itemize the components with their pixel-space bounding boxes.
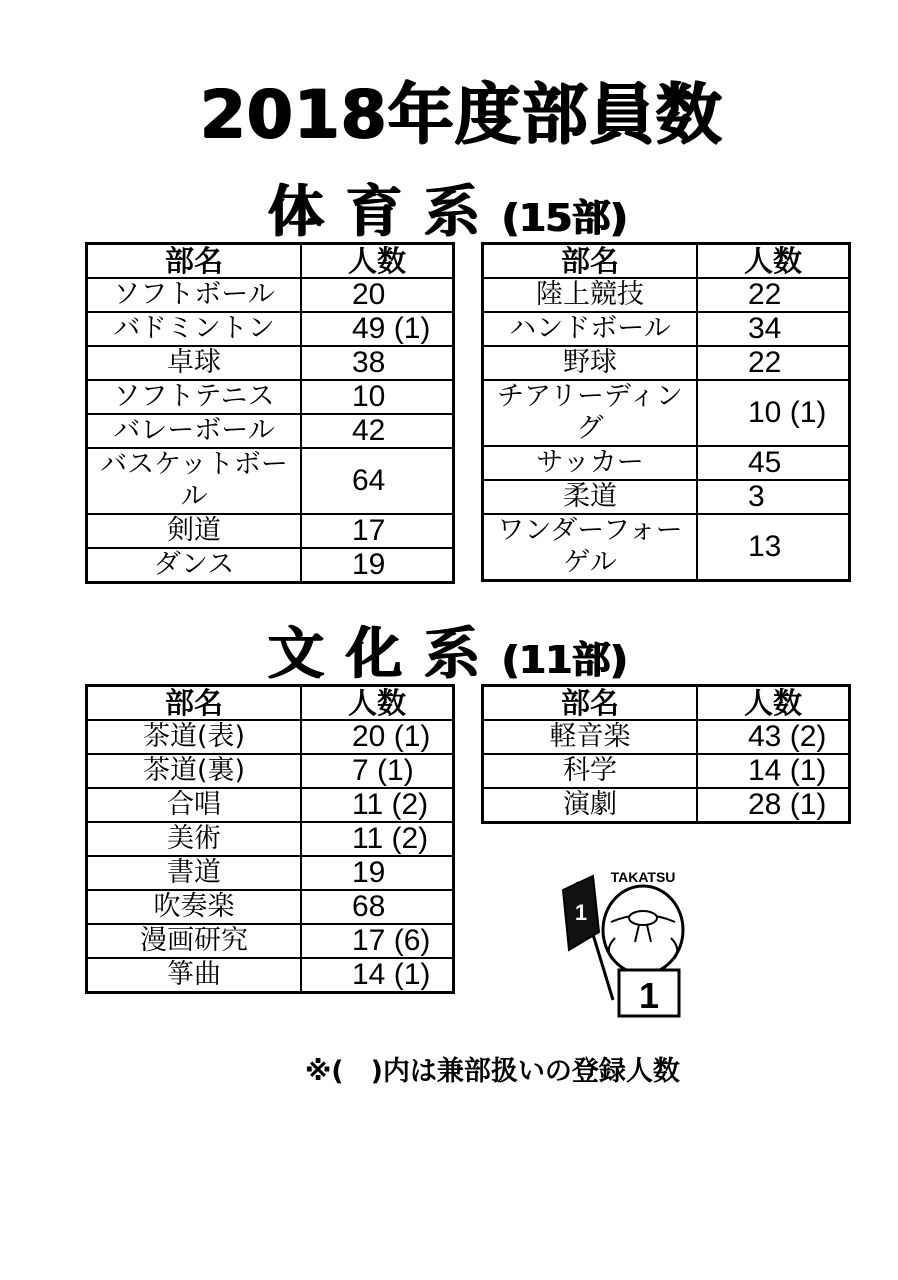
table-row [483,312,850,346]
footnote: ※( )内は兼部扱いの登録人数 [305,1056,680,1087]
club-name: 科学 [483,754,698,788]
table-row [87,278,454,312]
club-name: 演劇 [483,788,698,823]
club-name: 合唱 [87,788,302,822]
culture-club-count: (11部) [502,638,628,682]
member-count: 7 (1) [301,754,454,788]
culture-heading [268,620,628,690]
table-row [483,480,850,514]
member-count: 42 [301,414,454,448]
page-title: 2018年度部員数 [200,76,723,153]
table-row [87,856,454,890]
table-row [87,822,454,856]
member-count: 17 (6) [301,924,454,958]
member-count: 17 [301,514,454,548]
table-row [87,958,454,993]
club-name: ワンダーフォーゲル [483,514,698,581]
club-name: バレーボール [87,414,302,448]
table-row [483,380,850,446]
member-count: 10 [301,380,454,414]
table-row [87,548,454,583]
club-name: ダンス [87,548,302,583]
club-name: サッカー [483,446,698,480]
member-count: 13 [697,514,850,581]
table-row [87,448,454,514]
club-name: 書道 [87,856,302,890]
header-member-count: 人数 [301,244,454,279]
club-name: 卓球 [87,346,302,380]
culture-table-right [481,684,851,824]
member-count: 14 (1) [301,958,454,993]
club-name: チアリーディング [483,380,698,446]
header-club-name: 部名 [483,686,698,721]
member-count: 11 (2) [301,822,454,856]
member-count: 45 [697,446,850,480]
table-row [87,312,454,346]
club-name: 吹奏楽 [87,890,302,924]
table-row [87,346,454,380]
club-name: 陸上競技 [483,278,698,312]
sports-club-count: (15部) [502,196,628,240]
header-member-count: 人数 [697,686,850,721]
club-name: 美術 [87,822,302,856]
table-row [483,446,850,480]
header-member-count: 人数 [697,244,850,279]
header-club-name: 部名 [87,686,302,721]
member-count: 14 (1) [697,754,850,788]
club-name: バドミントン [87,312,302,346]
table-row [87,514,454,548]
member-count: 22 [697,346,850,380]
sports-table-right [481,242,851,582]
member-count: 20 [301,278,454,312]
culture-table-left [85,684,455,994]
member-count: 19 [301,856,454,890]
table-row [87,924,454,958]
culture-heading-label: 文化系 [268,622,502,687]
table-row [483,720,850,754]
member-count: 22 [697,278,850,312]
header-member-count: 人数 [301,686,454,721]
table-row [483,754,850,788]
mascot-body [603,886,683,974]
member-count: 20 (1) [301,720,454,754]
club-name: 茶道(裏) [87,754,302,788]
member-count: 10 (1) [697,380,850,446]
table-row [483,278,850,312]
club-name: 漫画研究 [87,924,302,958]
member-count: 49 (1) [301,312,454,346]
sign-number: 1 [638,975,660,1016]
sports-heading [268,178,628,248]
header-club-name: 部名 [483,244,698,279]
table-row [87,754,454,788]
club-name: 剣道 [87,514,302,548]
member-count: 38 [301,346,454,380]
club-name: ソフトテニス [87,380,302,414]
member-count: 43 (2) [697,720,850,754]
sports-heading-label: 体育系 [268,180,502,245]
club-name: 柔道 [483,480,698,514]
table-row [483,346,850,380]
sports-table-left [85,242,455,584]
table-row [87,414,454,448]
takatsu-mascot-illustration [555,862,705,1022]
club-name: ソフトボール [87,278,302,312]
header-club-name: 部名 [87,244,302,279]
table-row [87,788,454,822]
member-count: 11 (2) [301,788,454,822]
table-row [87,890,454,924]
member-count: 28 (1) [697,788,850,823]
flag-number: 1 [574,900,588,925]
member-count: 3 [697,480,850,514]
member-count: 68 [301,890,454,924]
mascot-school-label: TAKATSU [610,869,676,885]
club-name: 野球 [483,346,698,380]
table-row [483,788,850,823]
table-row [87,720,454,754]
member-count: 34 [697,312,850,346]
club-name: バスケットボール [87,448,302,514]
member-count: 64 [301,448,454,514]
club-name: 軽音楽 [483,720,698,754]
club-name: 箏曲 [87,958,302,993]
member-count: 19 [301,548,454,583]
table-row [87,380,454,414]
club-name: 茶道(表) [87,720,302,754]
mascot-knot [629,911,657,925]
club-name: ハンドボール [483,312,698,346]
table-row [483,514,850,581]
